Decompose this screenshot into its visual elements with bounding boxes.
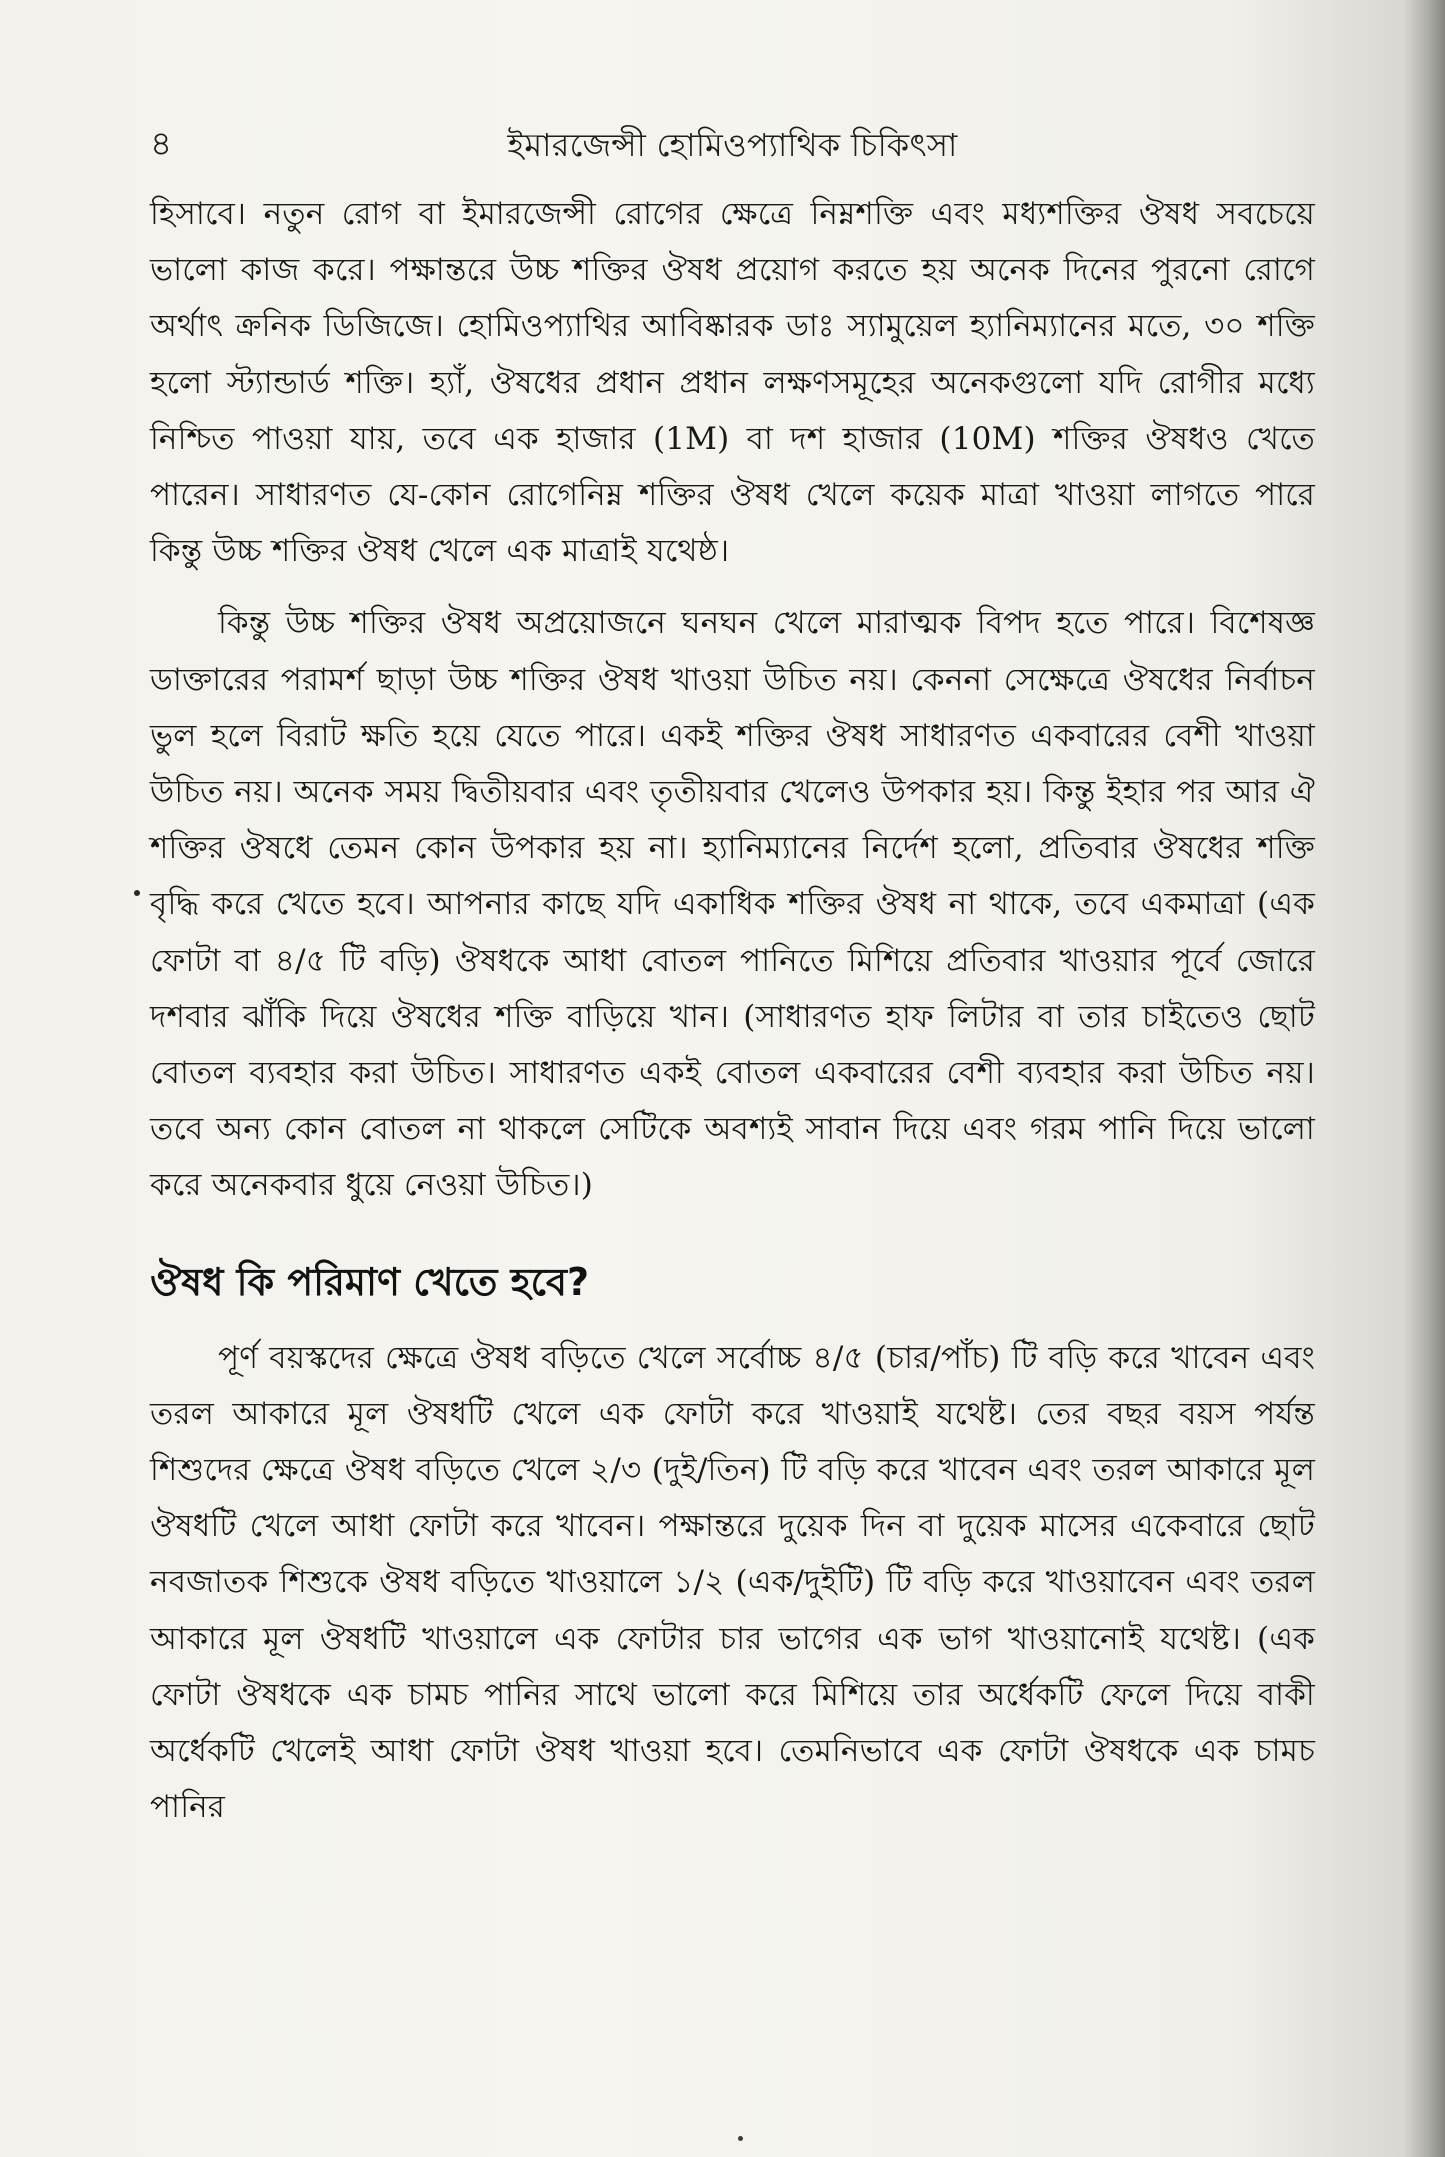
margin-dot-mark — [134, 890, 140, 896]
paragraph-1: হিসাবে। নতুন রোগ বা ইমারজেন্সী রোগের ক্ষেত্রে নিম্নশক্তি এবং মধ্যশক্তির ঔষধ সবচেয়ে ভালো কাজ করে। পক্ষান্তরে উচ্চ শক্তির ঔষধ প্রয়োগ করতে হয় অনেক দিনের পুরনো রোগে অর্থাৎ ক্রনিক ডিজিজে। হোমিওপ্যাথির আবিষ্কারক ডাঃ স্যামুয়েল হ্যানিম্যানের মতে, ৩০ শক্তি হলো স্ট্যান্ডার্ড শক্তি। হ্যাঁ, ঔষধের প্রধান প্রধান লক্ষণসমূহের অনেকগুলো যদি রোগীর মধ্যে নিশ্চিত পাওয়া যায়, তবে এক হাজার (1M) বা দশ হাজার (10M) শক্তির ঔষধও খেতে পারেন। সাধারণত যে-কোন রোগেনিম্ন শক্তির ঔষধ খেলে কয়েক মাত্রা খাওয়া লাগতে পারে কিন্তু উচ্চ শক্তির ঔষধ খেলে এক মাত্রাই যথেষ্ঠ। — [150, 196, 1315, 570]
running-title: ইমারজেন্সী হোমিওপ্যাথিক চিকিৎসা — [507, 126, 958, 164]
page-spine-shadow — [1405, 0, 1445, 2157]
paragraph-3: পূর্ণ বয়স্কদের ক্ষেত্রে ঔষধ বড়িতে খেলে সর্বোচ্চ ৪/৫ (চার/পাঁচ) টি বড়ি করে খাবেন এবং তরল আকারে মূল ঔষধটি খেলে এক ফোটা করে খাওয়াই যথেষ্ট। তের বছর বয়স পর্যন্ত শিশুদের ক্ষেত্রে ঔষধ বড়িতে খেলে ২/৩ (দুই/তিন) টি বড়ি করে খাবেন এবং তরল আকারে মূল ঔষধটি খেলে আধা ফোটা করে খাবেন। পক্ষান্তরে দুয়েক দিন বা দুয়েক মাসের একেবারে ছোট নবজাতক শিশুকে ঔষধ বড়িতে খাওয়ালে ১/২ (এক/দুইটি) টি বড়ি করে খাওয়াবেন এবং তরল আকারে মূল ঔষধটি খাওয়ালে এক ফোটার চার ভাগের এক ভাগ খাওয়ানোই যথেষ্ট। (এক ফোটা ঔষধকে এক চামচ পানির সাথে ভালো করে মিশিয়ে তার অর্ধেকটি ফেলে দিয়ে বাকী অর্ধেকটি খেলেই আধা ফোটা ঔষধ খাওয়া হবে। তেমনিভাবে এক ফোটা ঔষধকে এক চামচ পানির — [150, 1339, 1315, 1826]
page-content — [150, 186, 1315, 1835]
section-heading: ঔষধ কি পরিমাণ খেতে হবে? — [150, 1259, 590, 1304]
page-number: ৪ — [150, 124, 173, 164]
bottom-dot-mark — [738, 2136, 743, 2141]
paragraph-2: কিন্তু উচ্চ শক্তির ঔষধ অপ্রয়োজনে ঘনঘন খেলে মারাত্মক বিপদ হতে পারে। বিশেষজ্ঞ ডাক্তারের পরামর্শ ছাড়া উচ্চ শক্তির ঔষধ খাওয়া উচিত নয়। কেননা সেক্ষেত্রে ঔষধের নির্বাচন ভুল হলে বিরাট ক্ষতি হয়ে যেতে পারে। একই শক্তির ঔষধ সাধারণত একবারের বেশী খাওয়া উচিত নয়। অনেক সময় দ্বিতীয়বার এবং তৃতীয়বার খেলেও উপকার হয়। কিন্তু ইহার পর আর ঐ শক্তির ঔষধে তেমন কোন উপকার হয় না। হ্যানিম্যানের নির্দেশ হলো, প্রতিবার ঔষধের শক্তি বৃদ্ধি করে খেতে হবে। আপনার কাছে যদি একাধিক শক্তির ঔষধ না থাকে, তবে একমাত্রা (এক ফোটা বা ৪/৫ টি বড়ি) ঔষধকে আধা বোতল পানিতে মিশিয়ে প্রতিবার খাওয়ার পূর্বে জোরে দশবার ঝাঁকি দিয়ে ঔষধের শক্তি বাড়িয়ে খান। (সাধারণত হাফ লিটার বা তার চাইতেও ছোট বোতল ব্যবহার করা উচিত। সাধারণত একই বোতল একবারের বেশী ব্যবহার করা উচিত নয়। তবে অন্য কোন বোতল না থাকলে সেটিকে অবশ্যই সাবান দিয়ে এবং গরম পানি দিয়ে ভালো করে অনেকবার ধুয়ে নেওয়া উচিত।) — [150, 605, 1315, 1204]
page-header — [150, 118, 1315, 178]
